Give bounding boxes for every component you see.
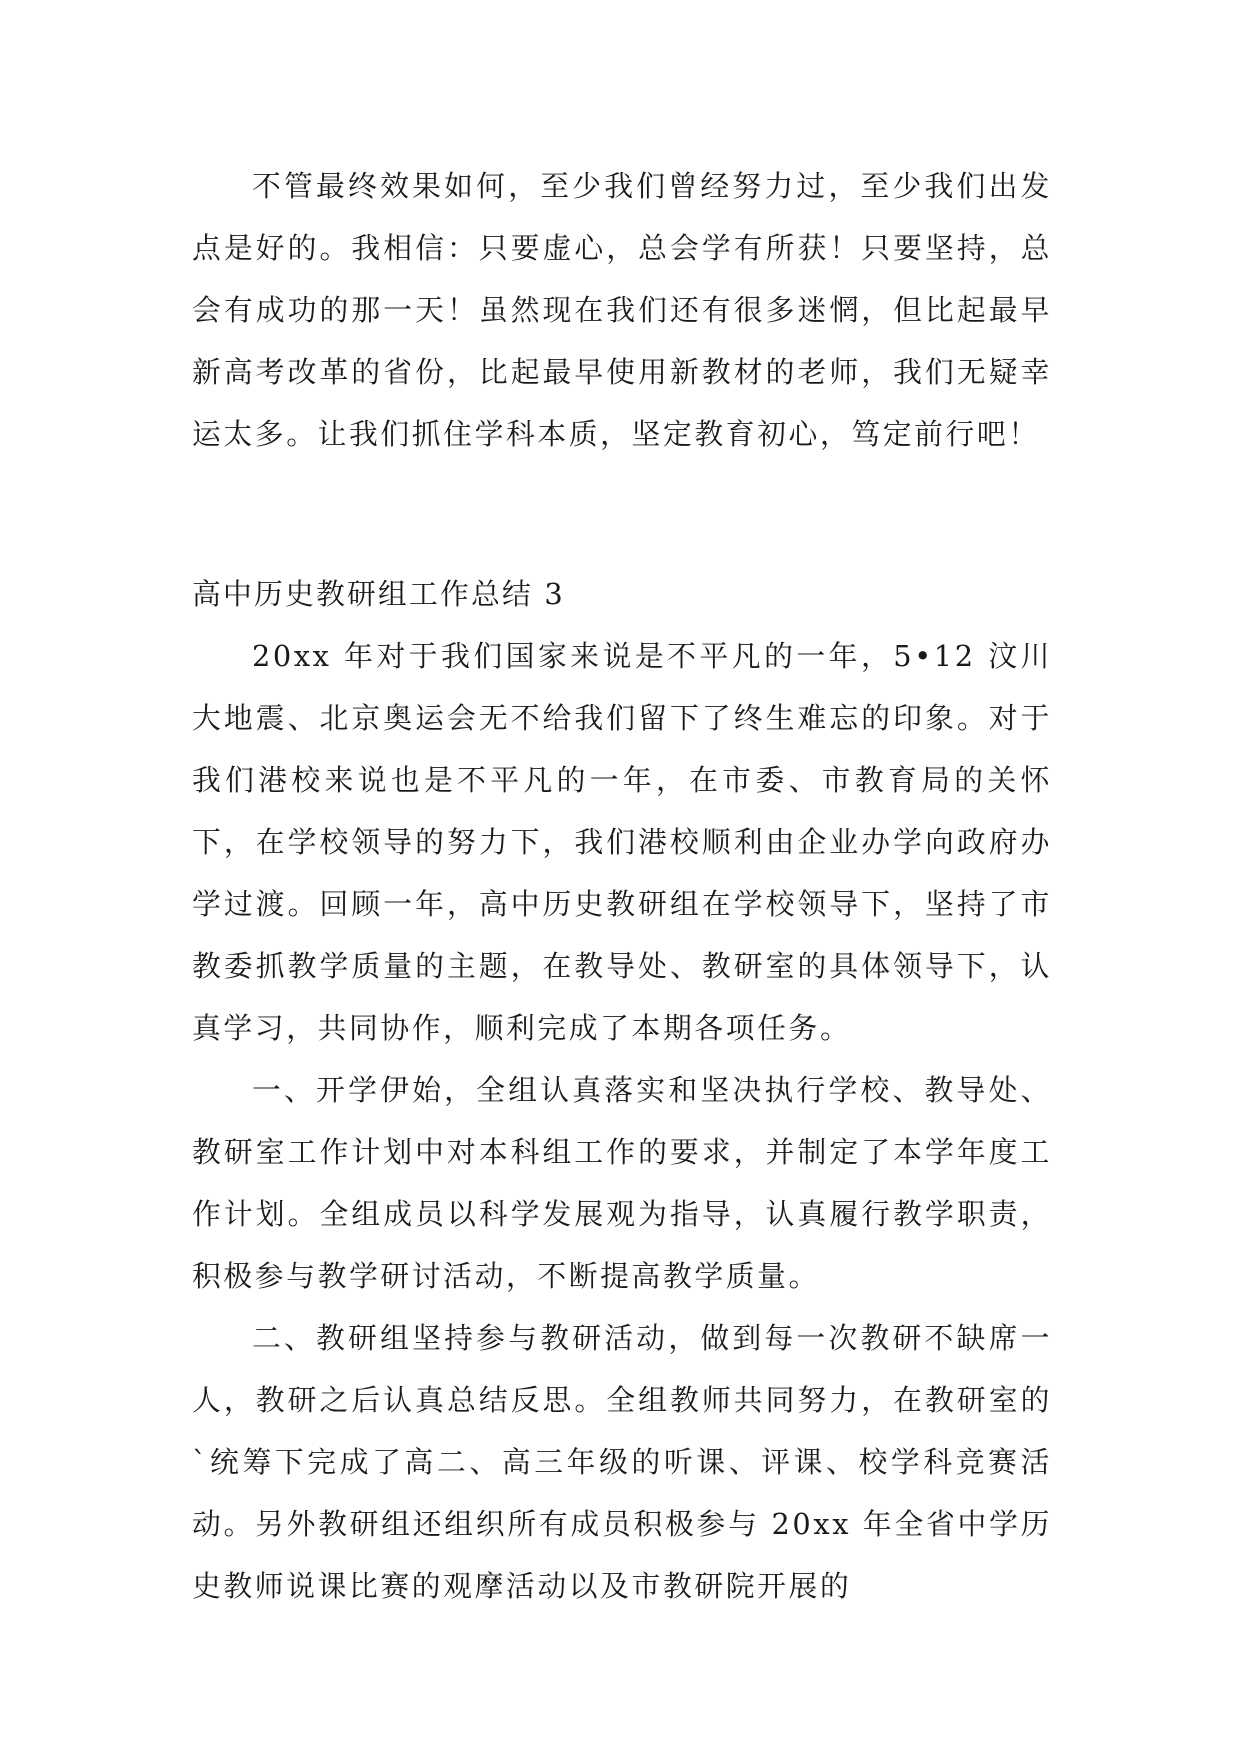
point-1-paragraph: 一、开学伊始，全组认真落实和坚决执行学校、教导处、教研室工作计划中对本科组工作的要求，并制定了本学年度工作计划。全组成员以科学发展观为指导，认真履行教学职责，积极参与教学研讨活动，不断提高教学质量。 [192,1073,1052,1293]
point-2-paragraph: 二、教研组坚持参与教研活动，做到每一次教研不缺席一人，教研之后认真总结反思。全组教师共同努力，在教研室的`统筹下完成了高二、高三年级的听课、评课、校学科竞赛活动。另外教研组还组织所有成员积极参与 20xx 年全省中学历史教师说课比赛的观摩活动以及市教研院开展的 [192,1321,1052,1603]
section-heading: 高中历史教研组工作总结 3 [192,577,565,611]
closing-paragraph: 不管最终效果如何，至少我们曾经努力过，至少我们出发点是好的。我相信：只要虚心，总会学有所获！只要坚持，总会有成功的那一天！虽然现在我们还有很多迷惘，但比起最早新高考改革的省份，比起最早使用新教材的老师，我们无疑幸运太多。让我们抓住学科本质，坚定教育初心，笃定前行吧！ [192,169,1052,451]
intro-paragraph: 20xx 年对于我们国家来说是不平凡的一年，5•12 汶川大地震、北京奥运会无不给我们留下了终生难忘的印象。对于我们港校来说也是不平凡的一年，在市委、市教育局的关怀下，在学校领导的努力下，我们港校顺利由企业办学向政府办学过渡。回顾一年，高中历史教研组在学校领导下，坚持了市教委抓教学质量的主题，在教导处、教研室的具体领导下，认真学习，共同协作，顺利完成了本期各项任务。 [192,639,1052,1045]
